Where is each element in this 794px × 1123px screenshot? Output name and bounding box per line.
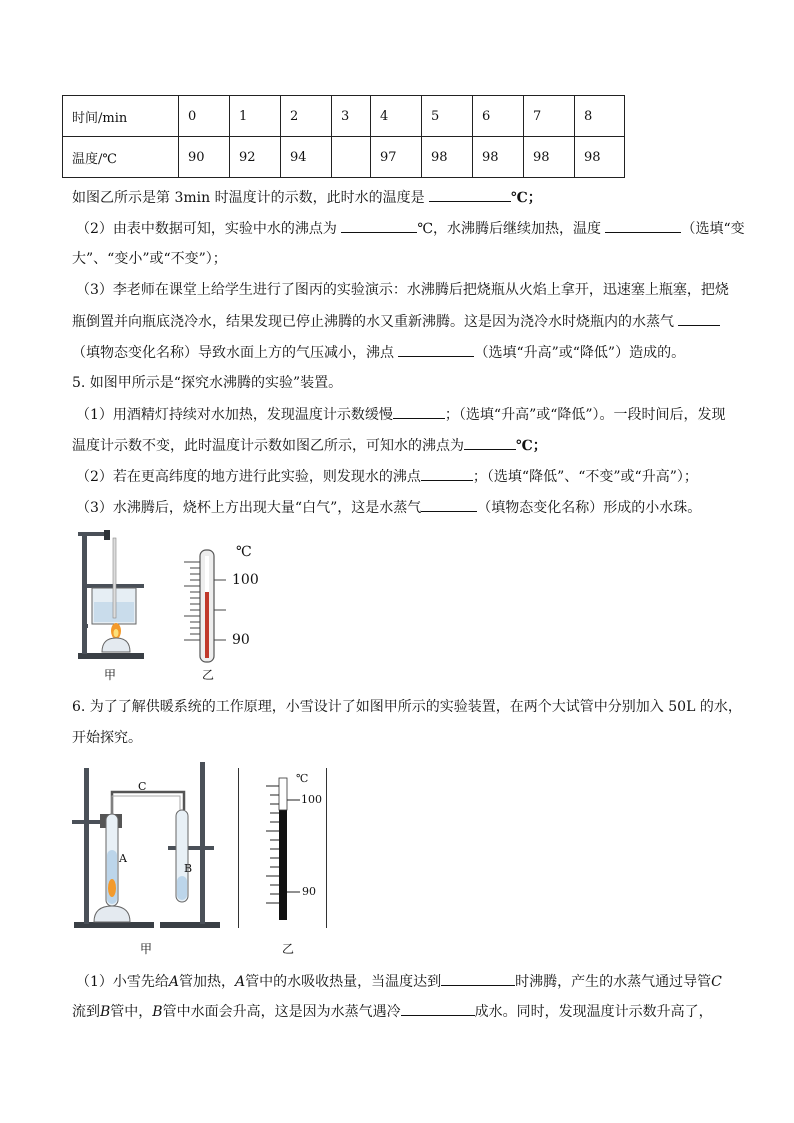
table-cell: 1	[230, 96, 281, 137]
q4-line-2: （2）由表中数据可知，实验中水的沸点为 ℃，水沸腾后继续加热，温度 （选填“变	[76, 218, 745, 239]
data-table	[62, 95, 625, 178]
q4-line-4: （3）李老师在课堂上给学生进行了图丙的实验演示：水沸腾后把烧瓶从火焰上拿开，迅速塞上瓶塞，把烧	[76, 282, 729, 298]
thermometer-label-90: 90	[302, 885, 316, 898]
q6-line-2: 开始探究。	[72, 730, 142, 746]
q6-subline-2: 流到B管中，B管中水面会升高，这是因为水蒸气遇冷 成水。同时，发现温度计示数升高了，	[72, 1001, 713, 1022]
q5-line-1: （1）用酒精灯持续对水加热，发现温度计示数缓慢 ；（选填“升高”或“降低”）。一段时间后，发现	[76, 404, 726, 425]
table-cell: 5	[422, 96, 473, 137]
table-cell: 8	[575, 96, 625, 137]
thermometer-label-90: 90	[232, 632, 250, 648]
q5-line-3: （2）若在更高纬度的地方进行此实验，则发现水的沸点 ；（选填“降低”、“不变”或“升高”）；	[76, 466, 698, 487]
thermometer-label-100: 100	[301, 793, 322, 806]
q6-apparatus-figure	[72, 760, 222, 932]
answer-blank[interactable]	[605, 218, 681, 233]
label-b: B	[184, 862, 193, 875]
table-cell: 98	[524, 137, 575, 178]
q5-thermometer-figure	[178, 548, 262, 666]
answer-blank[interactable]	[421, 497, 477, 512]
table-cell: 98	[473, 137, 524, 178]
q5-line-2: 温度计示数不变，此时温度计示数如图乙所示，可知水的沸点为 ℃；	[72, 435, 547, 456]
table-cell: 97	[371, 137, 422, 178]
divider	[238, 768, 239, 928]
divider	[326, 768, 327, 928]
table-cell: 时间/min	[63, 96, 179, 137]
table-cell: 温度/℃	[63, 137, 179, 178]
figure-caption-yi: 乙	[282, 942, 295, 956]
table-cell: 6	[473, 96, 524, 137]
thermometer-unit: ℃	[296, 772, 309, 785]
answer-blank[interactable]	[401, 1001, 475, 1016]
answer-blank[interactable]	[678, 311, 720, 326]
q5-title: 5. 如图甲所示是“探究水沸腾的实验”装置。	[72, 375, 343, 391]
answer-blank[interactable]	[398, 342, 474, 357]
answer-blank[interactable]	[421, 466, 473, 481]
table-cell: 0	[179, 96, 230, 137]
table-row	[63, 96, 625, 137]
table-cell: 90	[179, 137, 230, 178]
figure-caption-jia: 甲	[104, 668, 117, 682]
table-cell: 2	[281, 96, 332, 137]
table-cell: 3	[332, 96, 371, 137]
table-cell: 94	[281, 137, 332, 178]
thermometer-label-100: 100	[232, 572, 259, 588]
q4-line-1: 如图乙所示是第 3min 时温度计的示数，此时水的温度是 ℃；	[72, 187, 542, 208]
q6-line-1: 6. 为了了解供暖系统的工作原理，小雪设计了如图甲所示的实验装置，在两个大试管中分别加入 50L 的水，	[72, 699, 742, 715]
q5-apparatus-figure	[72, 530, 152, 665]
answer-blank[interactable]	[464, 435, 516, 450]
table-cell: 98	[575, 137, 625, 178]
table-cell: 4	[371, 96, 422, 137]
label-c: C	[138, 780, 147, 793]
answer-blank[interactable]	[393, 404, 445, 419]
figure-caption-yi: 乙	[202, 668, 215, 682]
q5-line-4: （3）水沸腾后，烧杯上方出现大量“白气”，这是水蒸气 （填物态变化名称）形成的小水珠。	[76, 497, 701, 518]
q4-line-6: （填物态变化名称）导致水面上方的气压减小，沸点 （选填“升高”或“降低”）造成的。	[72, 342, 685, 363]
table-cell: 98	[422, 137, 473, 178]
thermometer-fill	[279, 810, 287, 920]
table-row	[63, 137, 625, 178]
answer-blank[interactable]	[441, 971, 515, 986]
label-a: A	[119, 852, 127, 865]
q6-subline-1: （1）小雪先给A管加热，A管中的水吸收热量，当温度达到 时沸腾，产生的水蒸气通过导管C	[76, 971, 722, 992]
table-cell: 7	[524, 96, 575, 137]
thermometer-unit: ℃	[236, 544, 252, 560]
answer-blank[interactable]	[341, 218, 417, 233]
thermometer-fill	[205, 592, 209, 658]
figure-caption-jia: 甲	[140, 942, 153, 956]
answer-blank[interactable]	[429, 187, 511, 202]
q4-line-5: 瓶倒置并向瓶底浇冷水，结果发现已停止沸腾的水又重新沸腾。这是因为浇冷水时烧瓶内的水蒸气	[72, 311, 720, 332]
q4-line-3: 大”、“变小”或“不变”）；	[72, 251, 227, 267]
table-cell	[332, 137, 371, 178]
table-cell: 92	[230, 137, 281, 178]
